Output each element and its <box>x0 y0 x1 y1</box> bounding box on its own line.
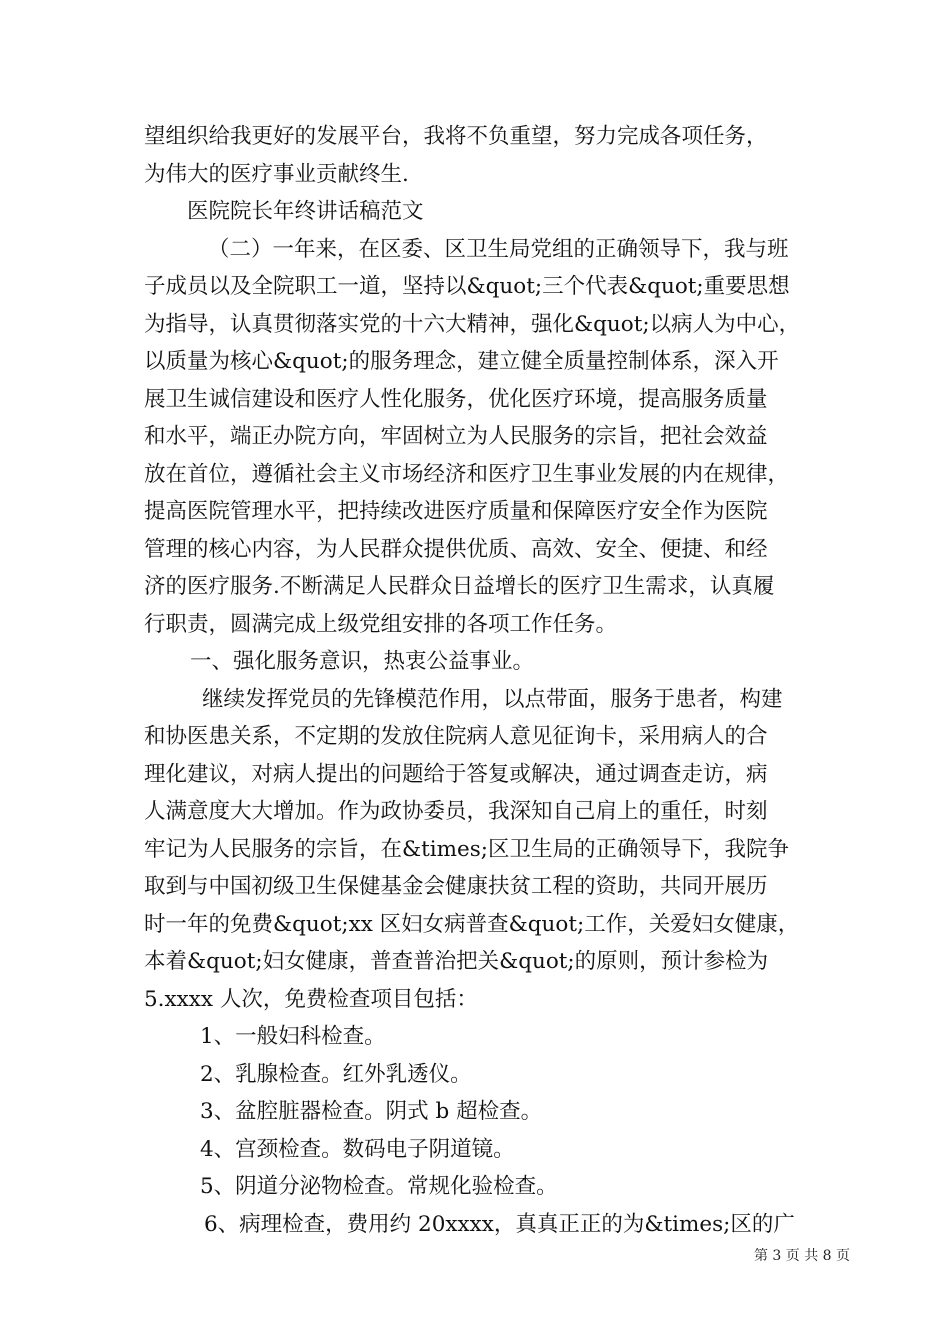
text-line: 行职责，圆满完成上级党组安排的各项工作任务。 <box>144 611 618 637</box>
text-line: 为指导，认真贯彻落实党的十六大精神，强化&quot;以病人为中心， <box>144 311 801 337</box>
text-line: 展卫生诚信建设和医疗人性化服务，优化医疗环境，提高服务质量 <box>144 386 768 412</box>
text-line: 提高医院管理水平，把持续改进医疗质量和保障医疗安全作为医院 <box>144 499 768 524</box>
text-line: 3、盆腔脏器检查。阴式 b 超检查。 <box>200 1099 543 1124</box>
text-line: 子成员以及全院职工一道，坚持以&quot;三个代表&quot;重要思想 <box>144 274 790 299</box>
text-line: 牢记为人民服务的宗旨，在&times;区卫生局的正确领导下，我院争 <box>144 836 790 862</box>
text-line: 管理的核心内容，为人民群众提供优质、高效、安全、便捷、和经 <box>144 536 768 562</box>
text-line: 时一年的免费&quot;xx 区妇女病普查&quot;工作，关爱妇女健康， <box>144 911 800 937</box>
text-line: 一、强化服务意识，热衷公益事业。 <box>190 649 535 674</box>
text-line: 取到与中国初级卫生保健基金会健康扶贫工程的资助，共同开展历 <box>144 874 768 899</box>
text-line: 1、一般妇科检查。 <box>200 1024 386 1049</box>
page-footer <box>0 1245 950 1265</box>
text-line: 2、乳腺检查。红外乳透仪。 <box>200 1061 472 1087</box>
text-line: 继续发挥党员的先锋模范作用，以点带面，服务于患者，构建 <box>202 686 783 712</box>
text-line: 人满意度大大增加。作为政协委员，我深知自己肩上的重任，时刻 <box>144 799 768 824</box>
text-line: 为伟大的医疗事业贡献终生. <box>144 161 409 187</box>
text-line: 5.xxxx 人次，免费检查项目包括： <box>144 986 478 1012</box>
text-line: 和水平，端正办院方向，牢固树立为人民服务的宗旨，把社会效益 <box>144 424 768 449</box>
text-line: 望组织给我更好的发展平台，我将不负重望，努力完成各项任务， <box>144 124 768 149</box>
text-line: 以质量为核心&quot;的服务理念，建立健全质量控制体系，深入开 <box>144 349 779 374</box>
text-line: 放在首位，遵循社会主义市场经济和医疗卫生事业发展的内在规律， <box>144 461 790 487</box>
text-line: 济的医疗服务.不断满足人民群众日益增长的医疗卫生需求，认真履 <box>144 574 775 599</box>
document-body <box>144 118 814 1243</box>
text-line: 5、阴道分泌物检查。常规化验检查。 <box>200 1174 558 1199</box>
text-line: 理化建议，对病人提出的问题给于答复或解决，通过调查走访，病 <box>144 761 768 787</box>
text-line: 4、宫颈检查。数码电子阴道镜。 <box>200 1136 515 1162</box>
text-line: 本着&quot;妇女健康，普查普治把关&quot;的原则，预计参检为 <box>144 949 769 974</box>
page-number-label: 第 3 页 共 8 页 <box>753 1248 851 1264</box>
text-line: （二）一年来，在区委、区卫生局党组的正确领导下，我与班 <box>208 236 789 262</box>
text-line: 和协医患关系，不定期的发放住院病人意见征询卡，采用病人的合 <box>144 724 768 749</box>
text-line: 6、病理检查，费用约 20xxxx，真真正正的为&times;区的广 <box>204 1211 795 1237</box>
text-line: 医院院长年终讲话稿范文 <box>187 199 424 224</box>
